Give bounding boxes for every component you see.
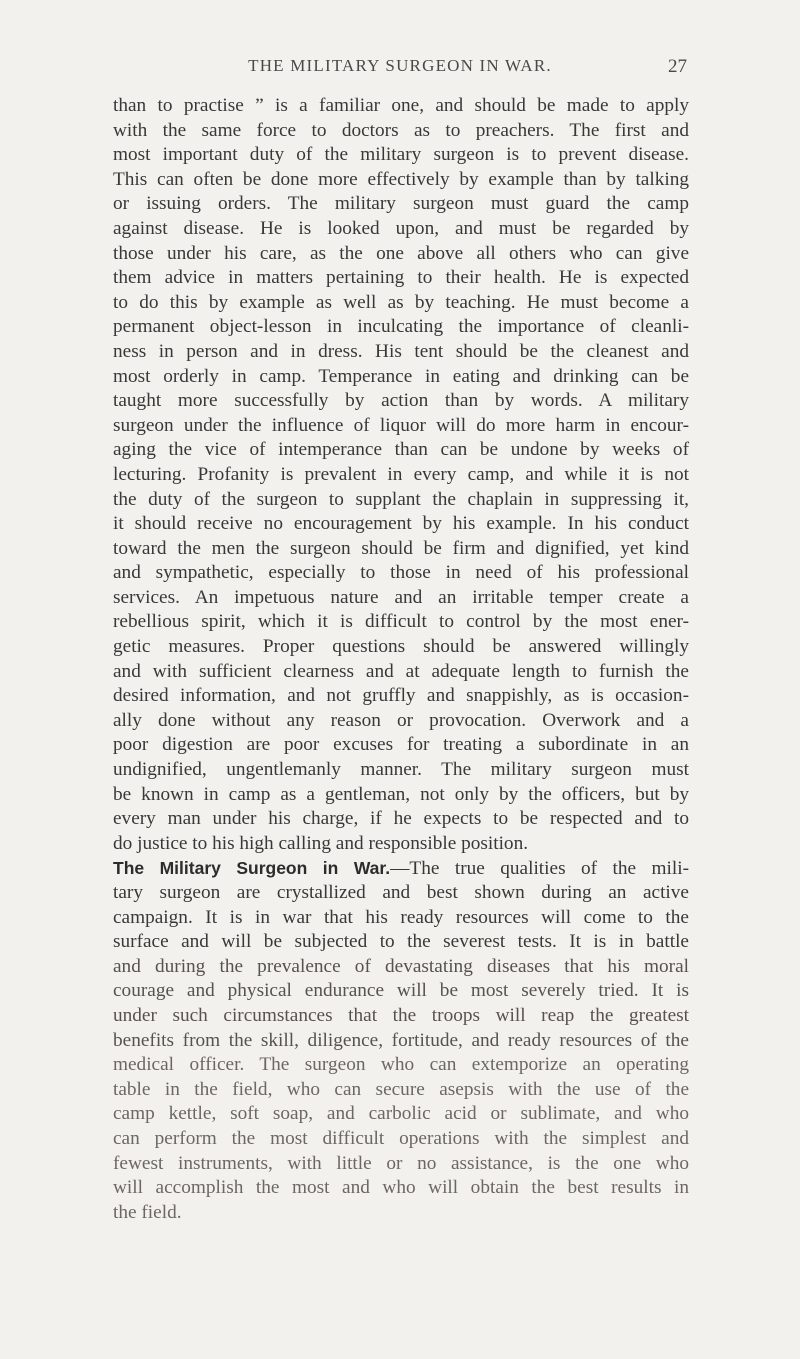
text-line: do justice to his high calling and responsible position. — [113, 832, 529, 854]
text-line: taught more successfully by action than by words. A military — [113, 390, 689, 412]
text-line: every man under his charge, if he expects to be respected and to — [113, 808, 689, 830]
text-line: the field. — [113, 1201, 182, 1223]
page-number: 27 — [668, 56, 687, 77]
text-line: them advice in matters pertaining to their health. He is expected — [113, 267, 689, 289]
text-line: most important duty of the military surgeon is to prevent disease. — [113, 144, 689, 166]
text-line: lecturing. Profanity is prevalent in every camp, and while it is not — [113, 463, 689, 485]
text-line: surgeon under the influence of liquor will do more harm in encour- — [113, 414, 689, 436]
text-line: camp kettle, soft soap, and carbolic acid or sublimate, and who — [113, 1103, 689, 1125]
text-line: can perform the most difficult operations with the simplest and — [113, 1127, 689, 1149]
text-line: and sympathetic, especially to those in need of his professional — [113, 562, 689, 584]
text-line: most orderly in camp. Temperance in eating and drinking can be — [113, 365, 689, 387]
text-line: under such circumstances that the troops will reap the greatest — [113, 1004, 689, 1026]
section-line — [113, 856, 689, 881]
text-line: ally done without any reason or provocation. Overwork and a — [113, 709, 689, 731]
text-line: benefits from the skill, diligence, fortitude, and ready resources of the — [113, 1029, 689, 1051]
text-line: permanent object-lesson in inculcating the importance of cleanli- — [113, 316, 689, 338]
text-line: those under his care, as the one above all others who can give — [113, 242, 689, 264]
body-text — [113, 94, 689, 1225]
text-line: be known in camp as a gentleman, not only by the officers, but by — [113, 783, 689, 805]
text-line: and with sufficient clearness and at adequate length to furnish the — [113, 660, 689, 682]
text-line: services. An impetuous nature and an irritable temper create a — [113, 586, 689, 608]
text-line: or issuing orders. The military surgeon must guard the camp — [113, 193, 689, 215]
text-line: undignified, ungentlemanly manner. The military surgeon must — [113, 759, 689, 781]
text-line: poor digestion are poor excuses for treating a subordinate in an — [113, 734, 689, 756]
text-line: tary surgeon are crystallized and best shown during an active — [113, 882, 689, 903]
text-line: with the same force to doctors as to preachers. The first and — [113, 119, 689, 141]
text-line: against disease. He is looked upon, and must be regarded by — [113, 217, 689, 239]
text-line: campaign. It is in war that his ready resources will come to the — [113, 906, 689, 928]
text-line: This can often be done more effectively by example than by talking — [113, 168, 689, 190]
text-line: courage and physical endurance will be most severely tried. It is — [113, 980, 689, 1002]
text-line: medical officer. The surgeon who can extemporize an operating — [113, 1054, 689, 1076]
text-line: toward the men the surgeon should be firm and dignified, yet kind — [113, 537, 689, 559]
text-line: aging the vice of intemperance than can be undone by weeks of — [113, 439, 689, 461]
text-line: rebellious spirit, which it is difficult to control by the most ener- — [113, 611, 689, 633]
running-head: THE MILITARY SURGEON IN WAR. — [248, 56, 552, 75]
text-line: to do this by example as well as by teaching. He must become a — [113, 291, 689, 313]
text-line: desired information, and not gruffly and snappishly, as is occasion- — [113, 685, 689, 707]
section-heading: The Military Surgeon in War. — [113, 858, 391, 879]
text-line: than to practise ” is a familiar one, and should be made to apply — [113, 95, 689, 116]
text-line: fewest instruments, with little or no assistance, is the one who — [113, 1152, 689, 1174]
text-line: getic measures. Proper questions should be answered willingly — [113, 636, 689, 658]
text-line: surface and will be subjected to the severest tests. It is in battle — [113, 931, 689, 953]
text-line: ness in person and in dress. His tent should be the cleanest and — [113, 340, 689, 362]
page-header — [113, 56, 687, 82]
text-line: will accomplish the most and who will obtain the best results in — [113, 1177, 689, 1199]
text-line: —The true qualities of the mili- — [390, 858, 689, 880]
text-line: it should receive no encouragement by his example. In his conduct — [113, 513, 689, 535]
text-line: and during the prevalence of devastating diseases that his moral — [113, 955, 689, 977]
text-line: table in the field, who can secure asepsis with the use of the — [113, 1078, 689, 1100]
text-line: the duty of the surgeon to supplant the chaplain in suppressing it, — [113, 488, 689, 510]
